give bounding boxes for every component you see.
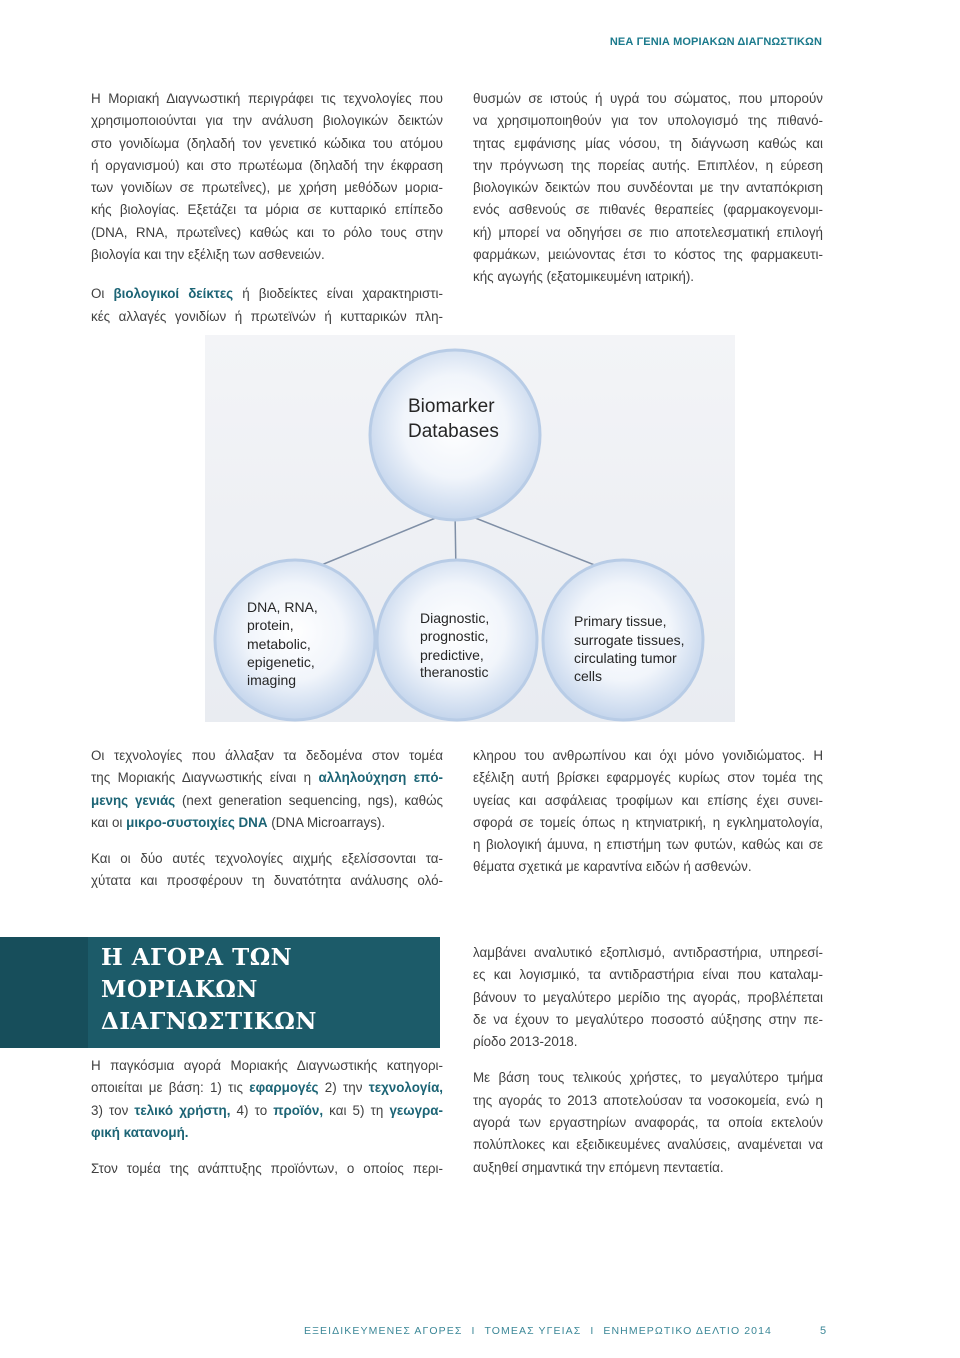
market-left-column (91, 1055, 443, 1180)
emphasis-text: προϊόν, (273, 1102, 324, 1118)
text-run: εξέλιξη αυτή βρίσκει εφαρμογές κυρίως στον τομέα της (473, 770, 823, 786)
paragraph (473, 88, 823, 289)
biomarker-diagram (205, 335, 735, 722)
text-run: αγορά των εργαστηρίων αναφοράς, τα οποία εκτελούν (473, 1115, 823, 1131)
text-line (473, 790, 823, 812)
text-run: Η Μοριακή Διαγνωστική περιγράφει τις τεχνολογίες που (91, 91, 443, 106)
text-run: Οι (91, 286, 114, 302)
text-run: οποιείται με βάση: 1) τις (91, 1080, 250, 1096)
text-run: 3) τον (91, 1102, 135, 1118)
intro-right-column (473, 88, 823, 289)
text-line (473, 177, 823, 199)
text-run: φαρμάκων, μειώνοντας έτσι το κόστος της φαρμακευτι- (473, 247, 823, 263)
root-node-label: Biomarker (408, 396, 495, 417)
text-run: Οι τεχνολογίες που άλλαξαν τα δεδομένα στον τομέα (91, 748, 443, 763)
section-heading-line: Η ΑΓΟΡΑ ΤΩΝ (101, 944, 293, 971)
text-run: Με βάση τους τελικούς χρήστες, το μεγαλύτερο τμήμα (473, 1070, 823, 1086)
paragraph (473, 1067, 823, 1178)
footer-separator: Ι (471, 1325, 476, 1337)
text-line (473, 88, 823, 110)
text-line (91, 155, 443, 177)
text-line (473, 110, 823, 132)
page-footer (304, 1324, 772, 1338)
text-run: (next generation sequencing, ngs), καθώς (175, 792, 443, 808)
text-line (91, 222, 443, 244)
text-line (91, 745, 443, 767)
text-run: κές αλλαγές γονιδίων ή πρωτεϊνών ή κυτταρικών πλη- (91, 308, 443, 324)
child-node-label: Primary tissue, (574, 613, 667, 629)
text-line (91, 88, 443, 110)
text-line (473, 812, 823, 834)
text-run: των γονιδίων σε πρωτεΐνες), με χρήση μεθόδων μορια- (91, 180, 443, 196)
section-heading-band (0, 937, 440, 1048)
text-run: Η παγκόσμια αγορά Μοριακής Διαγνωστικής κατηγορι- (91, 1058, 443, 1073)
child-node-label: predictive, (420, 647, 484, 663)
biomarker-diagram-svg (205, 335, 735, 722)
text-line (91, 1158, 443, 1180)
text-line (91, 1077, 443, 1099)
text-run: βιολογικών δεικτών που συνδέονται με την ανταπόκριση (473, 180, 823, 196)
text-line (91, 177, 443, 199)
footer-section: ΤΟΜΕΑΣ ΥΓΕΙΑΣ (484, 1325, 582, 1337)
text-line (91, 848, 443, 870)
footer-section: ΕΞΕΙΔΙΚΕΥΜΕΝΕΣ ΑΓΟΡΕΣ (304, 1325, 463, 1337)
text-run: 4) το (230, 1102, 274, 1118)
text-run: σφορά σε τομείς όπως η κτηνιατρική, η εγκληματολογία, (473, 814, 823, 830)
text-line (473, 856, 823, 878)
child-node-label: protein, (247, 617, 294, 633)
text-run: θυσμών σε ιστούς ή υγρά του σώματος, που μπορούν (473, 91, 823, 106)
text-line (473, 964, 823, 986)
text-line (91, 870, 443, 892)
text-run: βιολογία και την εξέλιξη των ασθενειών. (91, 247, 325, 263)
paragraph (91, 1055, 443, 1144)
text-line (91, 1055, 443, 1077)
text-run: κή) μπορεί να οδηγήσει σε πιο αποτελεσματική επιλογή (473, 224, 823, 240)
text-line (91, 767, 443, 789)
emphasis-text: μικρο-συστοιχίες DNA (126, 814, 268, 830)
text-run: (DNA Microarrays). (267, 814, 386, 830)
emphasis-text: μενης γενιάς (91, 792, 176, 808)
child-node-label: cells (574, 668, 603, 684)
text-run: η βιολογική άμυνα, η επιστήμη των φυτών, καθώς και σε (473, 837, 823, 853)
text-run: την πρόγνωση της πορείας αυτής. Επιπλέον, η εύρεση (473, 157, 823, 173)
text-run: κληρου του ανθρωπίνου και όχι μόνο γονιδιώματος. Η (473, 748, 823, 763)
section-heading-line: ΔΙΑΓΝΩΣΤΙΚΩΝ (101, 1008, 317, 1035)
text-run: να χρησιμοποιηθούν για τον υπολογισμό της πιθανό- (473, 113, 823, 129)
text-line (91, 306, 443, 328)
emphasis-text: αλληλούχηση επό- (318, 770, 443, 786)
text-run: θέματα σχετικά με καραντίνα ειδών ή ασθενών. (473, 859, 752, 875)
text-run: (DNA, RNA, πρωτεΐνες) καθώς και το ρόλο τους στην (91, 224, 443, 240)
emphasis-text: γεωγρα- (389, 1102, 443, 1118)
text-line (91, 790, 443, 812)
paragraph (91, 848, 443, 893)
text-line (473, 266, 823, 288)
intro-left-column (91, 88, 443, 328)
text-run: της Μοριακής Διαγνωστικής είναι η (91, 770, 319, 786)
page-number: 5 (820, 1325, 827, 1337)
text-line (91, 1122, 443, 1144)
band-accent-strip (0, 937, 88, 1048)
text-line (91, 283, 443, 305)
root-node-label: Databases (408, 421, 499, 442)
child-node-label: metabolic, (247, 636, 311, 652)
text-run: της αγοράς το 2013 αποτελούσαν τα νοσοκομεία, ενώ η (473, 1092, 823, 1108)
text-run: πολύπλοκες και εξειδικευμένες αναλύσεις, αναμένεται να (473, 1137, 823, 1153)
technologies-right-column (473, 745, 823, 879)
text-line (473, 1031, 823, 1053)
child-node-label: prognostic, (420, 628, 489, 644)
footer-section: ΕΝΗΜΕΡΩΤΙΚΟ ΔΕΛΤΙΟ 2014 (603, 1325, 772, 1337)
text-run: αυξηθεί σημαντικά την επόμενη πενταετία. (473, 1159, 724, 1175)
text-run: Στον τομέα της ανάπτυξης προϊόντων, ο οποίος περι- (91, 1161, 443, 1177)
text-line (473, 1009, 823, 1031)
child-node-label: theranostic (420, 664, 489, 680)
text-run: Και οι δύο αυτές τεχνολογίες αιχμής εξελίσσονται τα- (91, 851, 443, 867)
text-line (91, 133, 443, 155)
text-line (91, 199, 443, 221)
text-run: ες και λογισμικό, τα αντιδραστήρια είναι που καταλαμ- (473, 967, 823, 983)
section-heading-line: ΜΟΡΙΑΚΩΝ (101, 976, 258, 1003)
text-line (473, 987, 823, 1009)
child-node-label: surrogate tissues, (574, 632, 685, 648)
text-run: 2) την (318, 1080, 369, 1096)
text-run: και 5) τη (323, 1102, 390, 1118)
child-node-label: DNA, RNA, (247, 599, 318, 615)
paragraph (91, 745, 443, 834)
text-run: δε να έχουν το μεγαλύτερο ποσοστό αύξησης στην πε- (473, 1011, 823, 1027)
running-head: ΝΕΑ ΓΕΝΙΑ ΜΟΡΙΑΚΩΝ ΔΙΑΓΝΩΣΤΙΚΩΝ (609, 36, 822, 48)
text-run: χρησιμοποιούνται για την ανάλυση βιολογικών δεικτών (91, 113, 443, 129)
emphasis-text: εφαρμογές (249, 1080, 319, 1096)
text-run: ενός ασθενούς σε πιθανές θεραπείες (φαρμακογενομι- (473, 202, 823, 218)
paragraph (91, 1158, 443, 1180)
text-run: ή οργανισμού) και στο πρωτέωμα (δηλαδή την έκφραση (91, 157, 443, 173)
text-line (473, 1067, 823, 1089)
text-line (91, 244, 443, 266)
emphasis-text: βιολογικοί δείκτες (113, 286, 234, 302)
emphasis-text: τεχνολογία, (368, 1080, 443, 1096)
text-line (91, 812, 443, 834)
child-node-label: epigenetic, (247, 654, 315, 670)
paragraph (91, 283, 443, 328)
paragraph (91, 88, 443, 266)
paragraph (473, 942, 823, 1053)
text-line (473, 1112, 823, 1134)
text-run: λαμβάνει αναλυτικό εξοπλισμό, αντιδραστήρια, υπηρεσί- (473, 945, 823, 960)
footer-separator: Ι (590, 1325, 595, 1337)
text-line (91, 110, 443, 132)
text-line (473, 1090, 823, 1112)
section-heading (101, 942, 317, 1038)
paragraph (473, 745, 823, 879)
market-right-column (473, 942, 823, 1179)
text-line (473, 1157, 823, 1179)
emphasis-text: τελικό χρήστη, (134, 1102, 231, 1118)
child-node-label: Diagnostic, (420, 610, 490, 626)
text-run: χύτατα και προσφέρουν τη δυνατότητα ανάλυσης ολό- (91, 873, 443, 889)
text-run: κής αγωγής (εξατομικευμένη ιατρική). (473, 269, 695, 285)
text-line (473, 155, 823, 177)
text-line (473, 1134, 823, 1156)
text-line (91, 1100, 443, 1122)
technologies-left-column (91, 745, 443, 893)
text-run: ρίοδο 2013-2018. (473, 1034, 578, 1050)
text-run: ή βιοδείκτες είναι χαρακτηριστι- (233, 286, 443, 302)
text-run: στο γονιδίωμα (δηλαδή τον γενετικό κώδικα του ατόμου (91, 135, 443, 151)
child-node-label: imaging (247, 672, 297, 688)
text-line (473, 244, 823, 266)
emphasis-text: φική κατανομή. (91, 1124, 189, 1140)
text-line (473, 133, 823, 155)
text-line (473, 942, 823, 964)
text-run: κής βιολογίας. Εξετάζει τα μόρια σε κυτταρικό επίπεδο (91, 202, 443, 218)
text-line (473, 199, 823, 221)
text-line (473, 745, 823, 767)
child-node-label: circulating tumor (574, 650, 677, 666)
text-line (473, 767, 823, 789)
text-run: υγείας και ασφάλειας τροφίμων και επίσης έχει συνει- (473, 792, 823, 808)
text-run: τητας εμφάνισης μίας νόσου, τη διάγνωση καθώς και (473, 135, 823, 151)
text-line (473, 834, 823, 856)
text-run: βάνουν το μεγαλύτερο μερίδιο της αγοράς, προβλέπεται (473, 989, 823, 1005)
text-run: και οι (91, 814, 127, 830)
text-line (473, 222, 823, 244)
